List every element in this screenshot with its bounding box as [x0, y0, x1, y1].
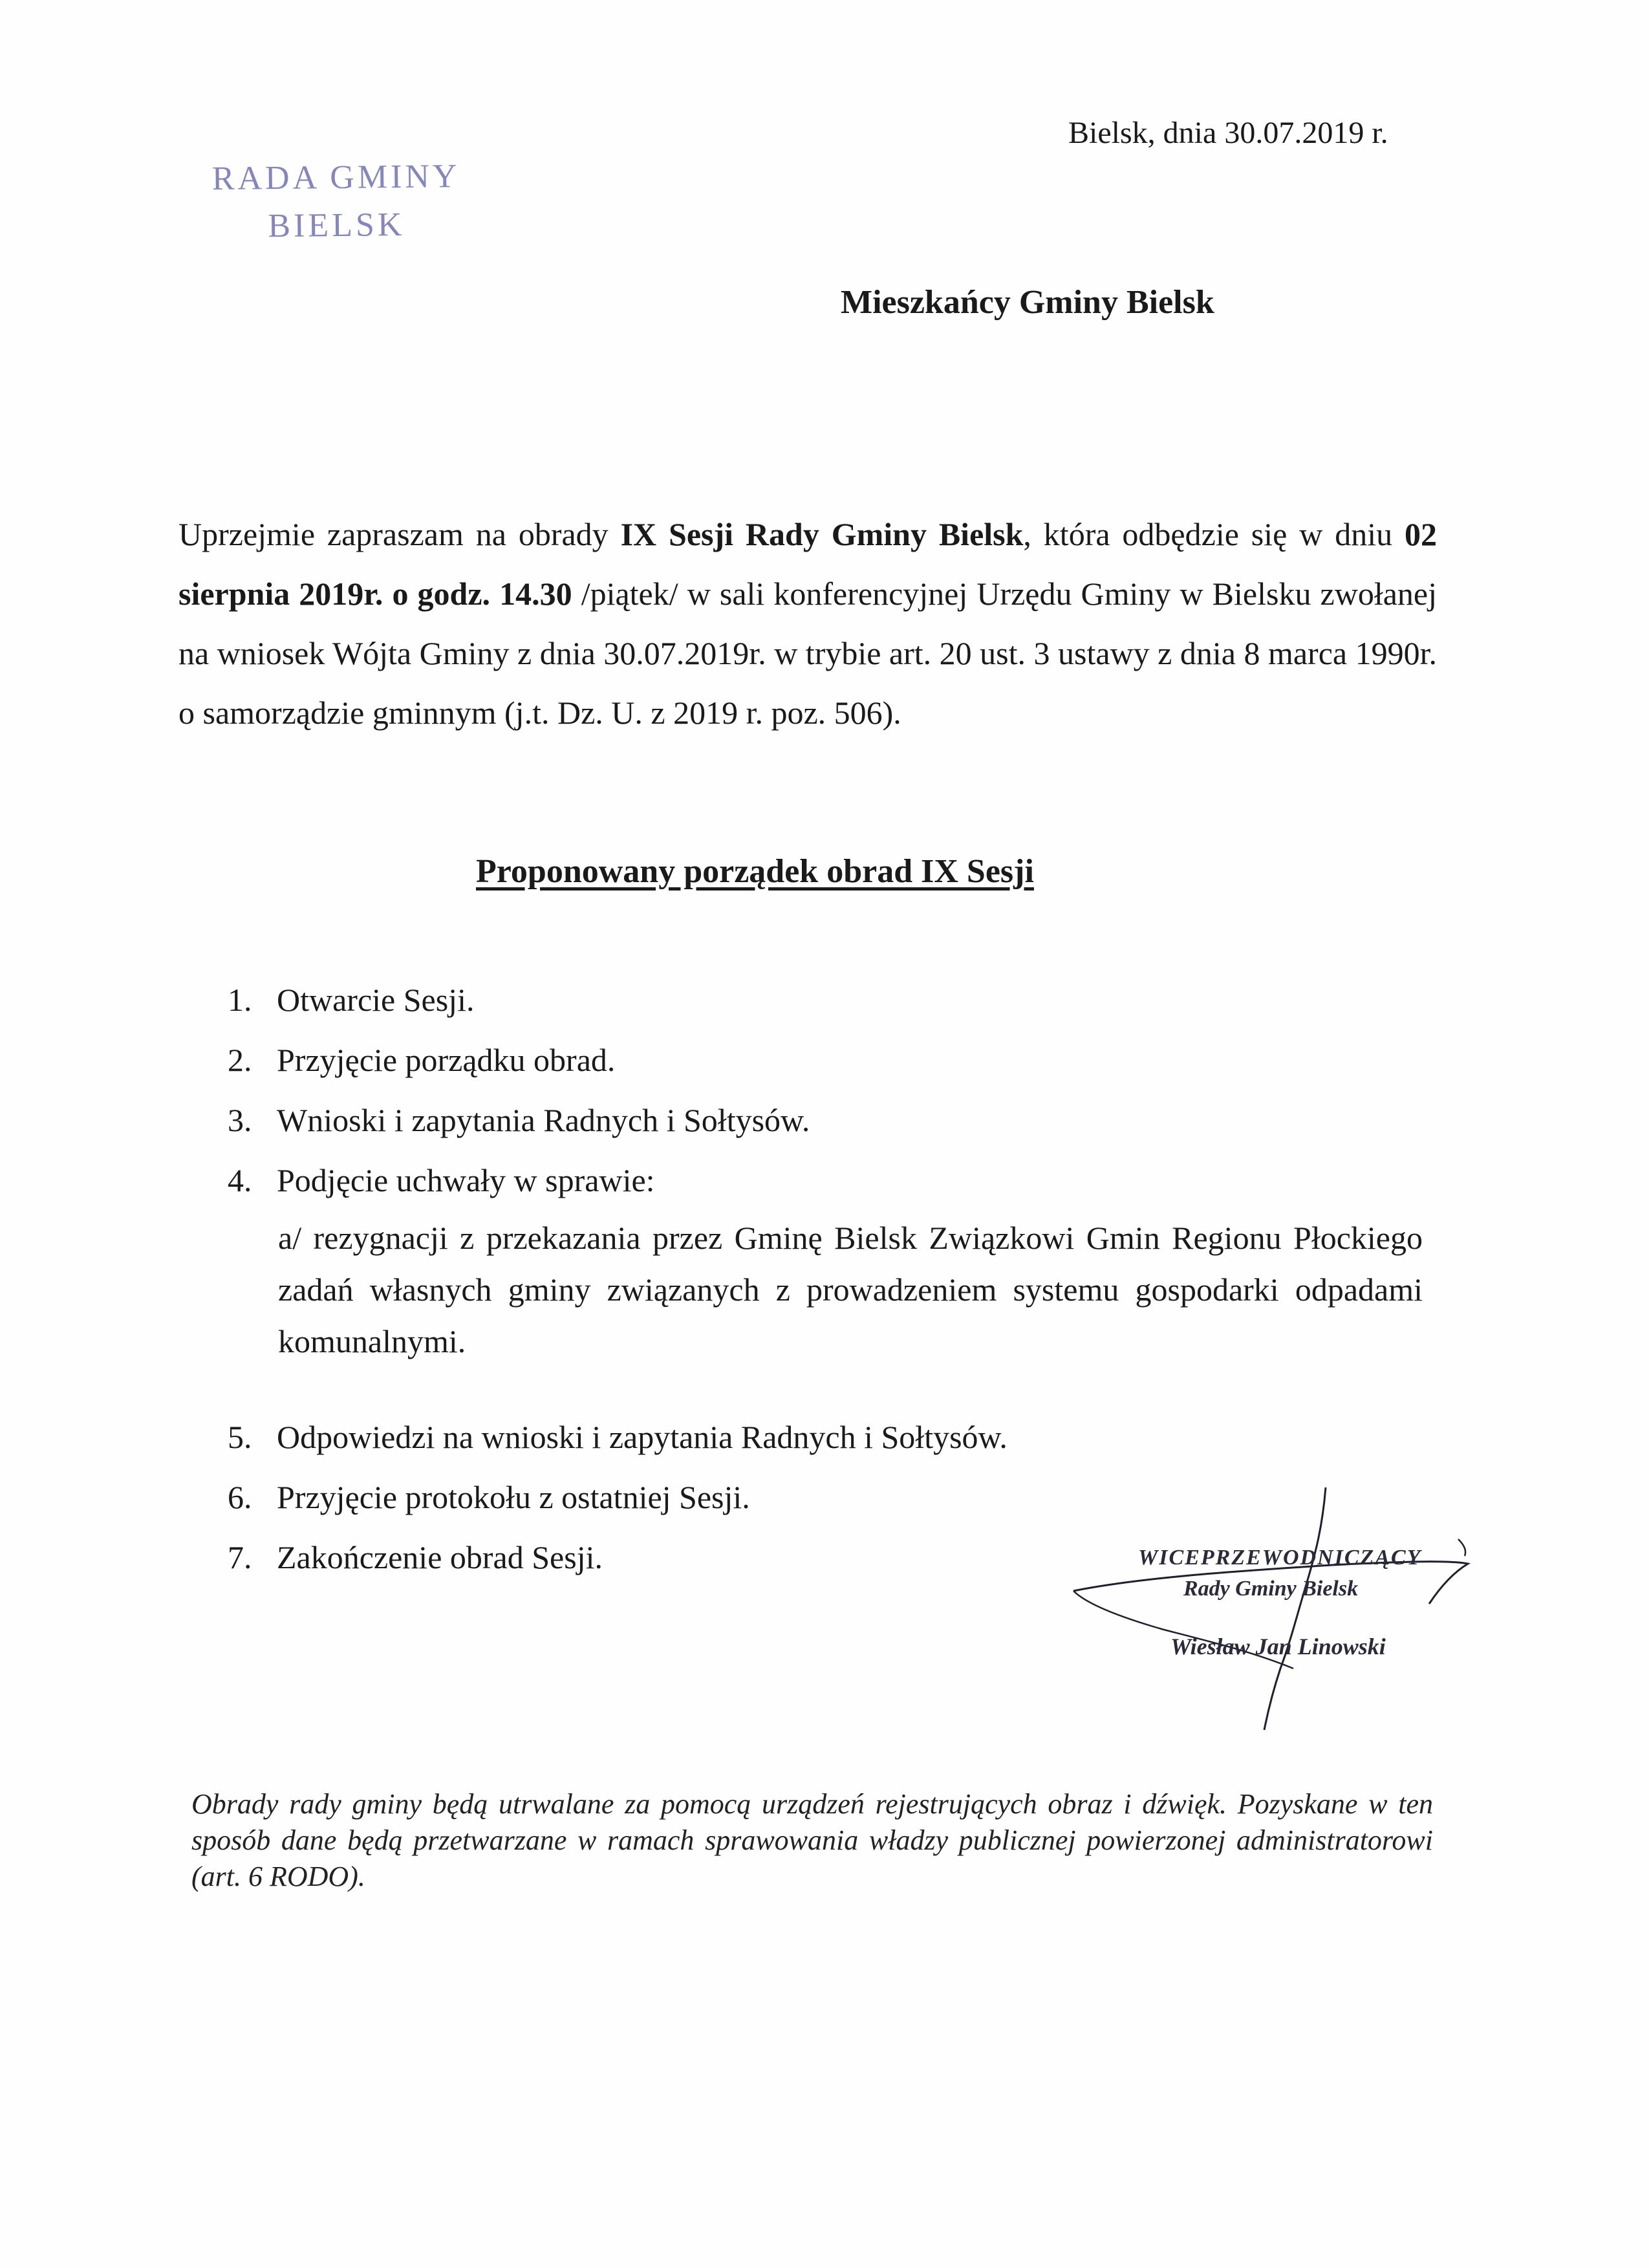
agenda-item-number: 3. — [228, 1102, 252, 1138]
signature-council: Rady Gminy Bielsk — [1183, 1577, 1359, 1601]
invitation-text-2: , która odbędzie się w dniu — [1023, 516, 1405, 552]
agenda-item — [228, 1407, 1443, 1467]
agenda-item-number: 6. — [228, 1479, 252, 1515]
agenda-item-text: Przyjęcie protokołu z ostatniej Sesji. — [277, 1479, 750, 1515]
invitation-paragraph — [178, 504, 1437, 742]
agenda-item-text: Wnioski i zapytania Radnych i Sołtysów. — [277, 1102, 810, 1138]
stamp-line-2: BIELSK — [268, 206, 405, 245]
handwritten-signature-icon — [1061, 1474, 1487, 1746]
agenda-title: Proponowany porządek obrad IX Sesji — [476, 853, 1034, 890]
agenda-subitem: a/ rezygnacji z przekazania przez Gminę Bielsk Związkowi Gmin Regionu Płockiego zadań własnych gminy związanych z prowadzeniem systemu gospodarki odpadami komunalnymi. — [278, 1220, 1423, 1359]
agenda-item-number: 4. — [228, 1162, 252, 1198]
agenda-item-text: Odpowiedzi na wnioski i zapytania Radnych i Sołtysów. — [277, 1419, 1008, 1455]
agenda-item — [228, 1030, 1443, 1090]
agenda-item — [228, 970, 1443, 1030]
agenda-item — [228, 1150, 1443, 1211]
addressee: Mieszkańcy Gminy Bielsk — [841, 284, 1214, 321]
invitation-date-time: 02 sierpnia 2019r. o godz. 14.30 — [178, 516, 1437, 612]
agenda-item-text: Podjęcie uchwały w sprawie: — [277, 1162, 655, 1198]
gdpr-notice: Obrady rady gminy będą utrwalane za pomocą urządzeń rejestrujących obraz i dźwięk. Pozyskane w ten sposób dane będą przetwarzane w ramach sprawowania władzy publicznej powierzonej administratorowi (art. 6 RODO). — [191, 1788, 1433, 1892]
invitation-text-1: Uprzejmie zapraszam na obrady — [178, 516, 621, 552]
agenda-item-number: 2. — [228, 1042, 252, 1078]
signature-name: Wiesław Jan Linowski — [1170, 1634, 1386, 1659]
agenda-item-text: Zakończenie obrad Sesji. — [277, 1539, 603, 1575]
stamp-line-1: RADA GMINY — [211, 157, 460, 198]
signature-title: WICEPRZEWODNICZĄCY — [1138, 1546, 1422, 1570]
agenda-item-number: 1. — [228, 982, 252, 1018]
council-stamp — [187, 153, 486, 252]
agenda-item — [228, 1090, 1443, 1150]
invitation-session-name: IX Sesji Rady Gminy Bielsk — [620, 516, 1024, 552]
agenda-item-number: 5. — [228, 1419, 252, 1455]
agenda-item-text: Przyjęcie porządku obrad. — [277, 1042, 616, 1078]
signature-block — [1061, 1474, 1487, 1746]
agenda-item-number: 7. — [228, 1539, 252, 1575]
invitation-text-3: /piątek/ w sali konferencyjnej Urzędu Gminy w Bielsku zwołanej na wniosek Wójta Gminy z dnia 30.07.2019r. w trybie art. 20 ust. 3 ustawy z dnia 8 marca 1990r. o samorządzie gminnym (j.t. Dz. U. z 2019 r. poz. 506). — [178, 576, 1437, 731]
agenda-item-text: Otwarcie Sesji. — [277, 982, 475, 1018]
place-date: Bielsk, dnia 30.07.2019 r. — [1068, 116, 1388, 150]
